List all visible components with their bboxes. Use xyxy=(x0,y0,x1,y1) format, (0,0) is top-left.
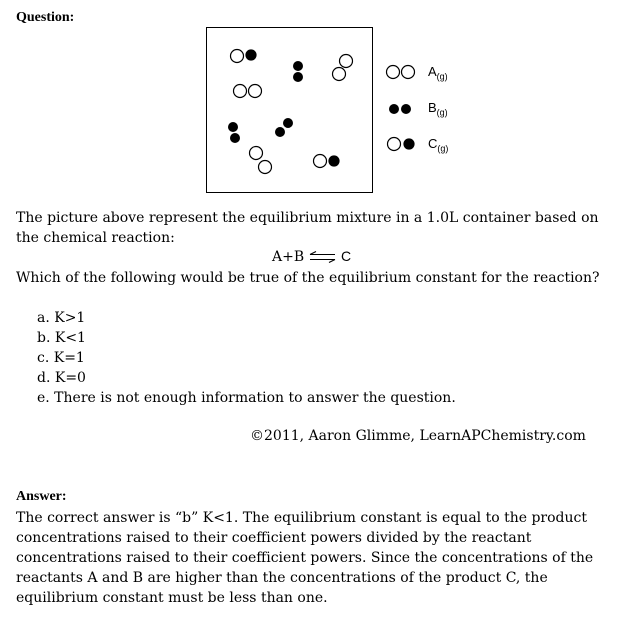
legend-label-c: $C_{(g)}$ xyxy=(428,136,449,154)
molecule-a xyxy=(250,147,272,174)
question-ask: Which of the following would be true of the equilibrium constant for the reaction? xyxy=(16,270,600,286)
molecule-diagram xyxy=(207,28,371,191)
legend-symbols xyxy=(384,56,424,166)
legend-label-b: $B_{(g)}$ xyxy=(428,100,448,118)
molecule-c xyxy=(314,155,340,168)
molecule-b xyxy=(293,61,303,82)
answer-text: The correct answer is “b” K<1. The equilibrium constant is equal to the product concentrations raised to their coefficient powers divided by the reactant concentrations raised to their coefficient powers. Since the concentrations of the reactants A and B are higher than the concentrations of the product C, the equilibrium constant must be less than one. xyxy=(16,510,594,606)
molecule-c xyxy=(231,50,257,63)
equation-product: C xyxy=(341,248,352,264)
molecule-b xyxy=(228,122,240,143)
container-diagram xyxy=(206,27,373,193)
choice-a: a. K>1 xyxy=(37,310,86,326)
equilibrium-arrows-icon xyxy=(309,251,337,263)
molecule-a xyxy=(234,85,262,98)
answer-heading: Answer: xyxy=(16,489,67,504)
answer-choices xyxy=(37,308,456,408)
equation-reactants: A+B xyxy=(272,249,305,265)
molecule-a xyxy=(333,55,353,81)
question-heading: Question: xyxy=(16,10,75,25)
reaction-equation xyxy=(272,248,351,265)
molecule-b xyxy=(275,118,293,137)
legend-label-a: $A_{(g)}$ xyxy=(428,64,448,82)
legend-symbol-c xyxy=(388,138,415,151)
legend xyxy=(384,56,474,166)
legend-symbol-b xyxy=(389,104,411,114)
choice-d: d. K=0 xyxy=(37,370,86,386)
legend-symbol-a xyxy=(387,66,415,79)
copyright-notice: ©2011, Aaron Glimme, LearnAPChemistry.com xyxy=(250,428,586,444)
question-prompt: The picture above represent the equilibrium mixture in a 1.0L container based on the chemical reaction: xyxy=(16,210,599,246)
choice-c: c. K=1 xyxy=(37,350,85,366)
choice-b: b. K<1 xyxy=(37,330,86,346)
choice-e: e. There is not enough information to answer the question. xyxy=(37,390,456,406)
